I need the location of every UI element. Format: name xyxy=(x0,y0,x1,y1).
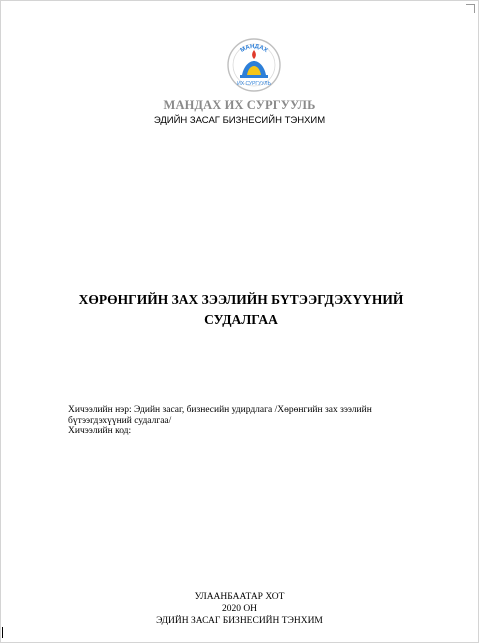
title-line-2: СУДАЛГАА xyxy=(204,312,278,327)
footer-school: ЭДИЙН ЗАСАГ БИЗНЕСИЙН ТЭНХИМ xyxy=(156,616,323,626)
footer-block xyxy=(1,591,478,638)
university-logo-icon xyxy=(226,37,282,93)
footer-school-line[interactable] xyxy=(1,615,478,638)
course-code-line: Хичээлийн код: xyxy=(68,426,132,436)
course-name-line-2: бүтээгдэхүүний судалгаа/ xyxy=(68,415,172,426)
text-cursor xyxy=(2,627,3,638)
school-name-header: ЭДИЙН ЗАСАГ БИЗНЕСИЙН ТЭНХИМ xyxy=(153,115,326,126)
course-name-line-1: Хичээлийн нэр: Эдийн засаг, бизнесийн удирдлага /Хөрөнгийн зах зээлийн xyxy=(68,405,372,415)
title-line-1: ХӨРӨНГИЙН ЗАХ ЗЭЭЛИЙН БҮТЭЭГДЭХҮҮНИЙ xyxy=(78,292,404,307)
document-title xyxy=(31,290,451,330)
course-info xyxy=(68,405,413,437)
logo-arc-text: МАНДАХ xyxy=(239,43,269,54)
page-corner-mark xyxy=(466,4,475,13)
footer-city: УЛААНБААТАР ХОТ xyxy=(194,592,285,602)
logo-base-text: ИХ СУРГУУЛЬ xyxy=(237,81,271,87)
footer-year: 2020 ОН xyxy=(221,604,258,614)
university-name: МАНДАХ ИХ СУРГУУЛЬ xyxy=(163,98,316,112)
